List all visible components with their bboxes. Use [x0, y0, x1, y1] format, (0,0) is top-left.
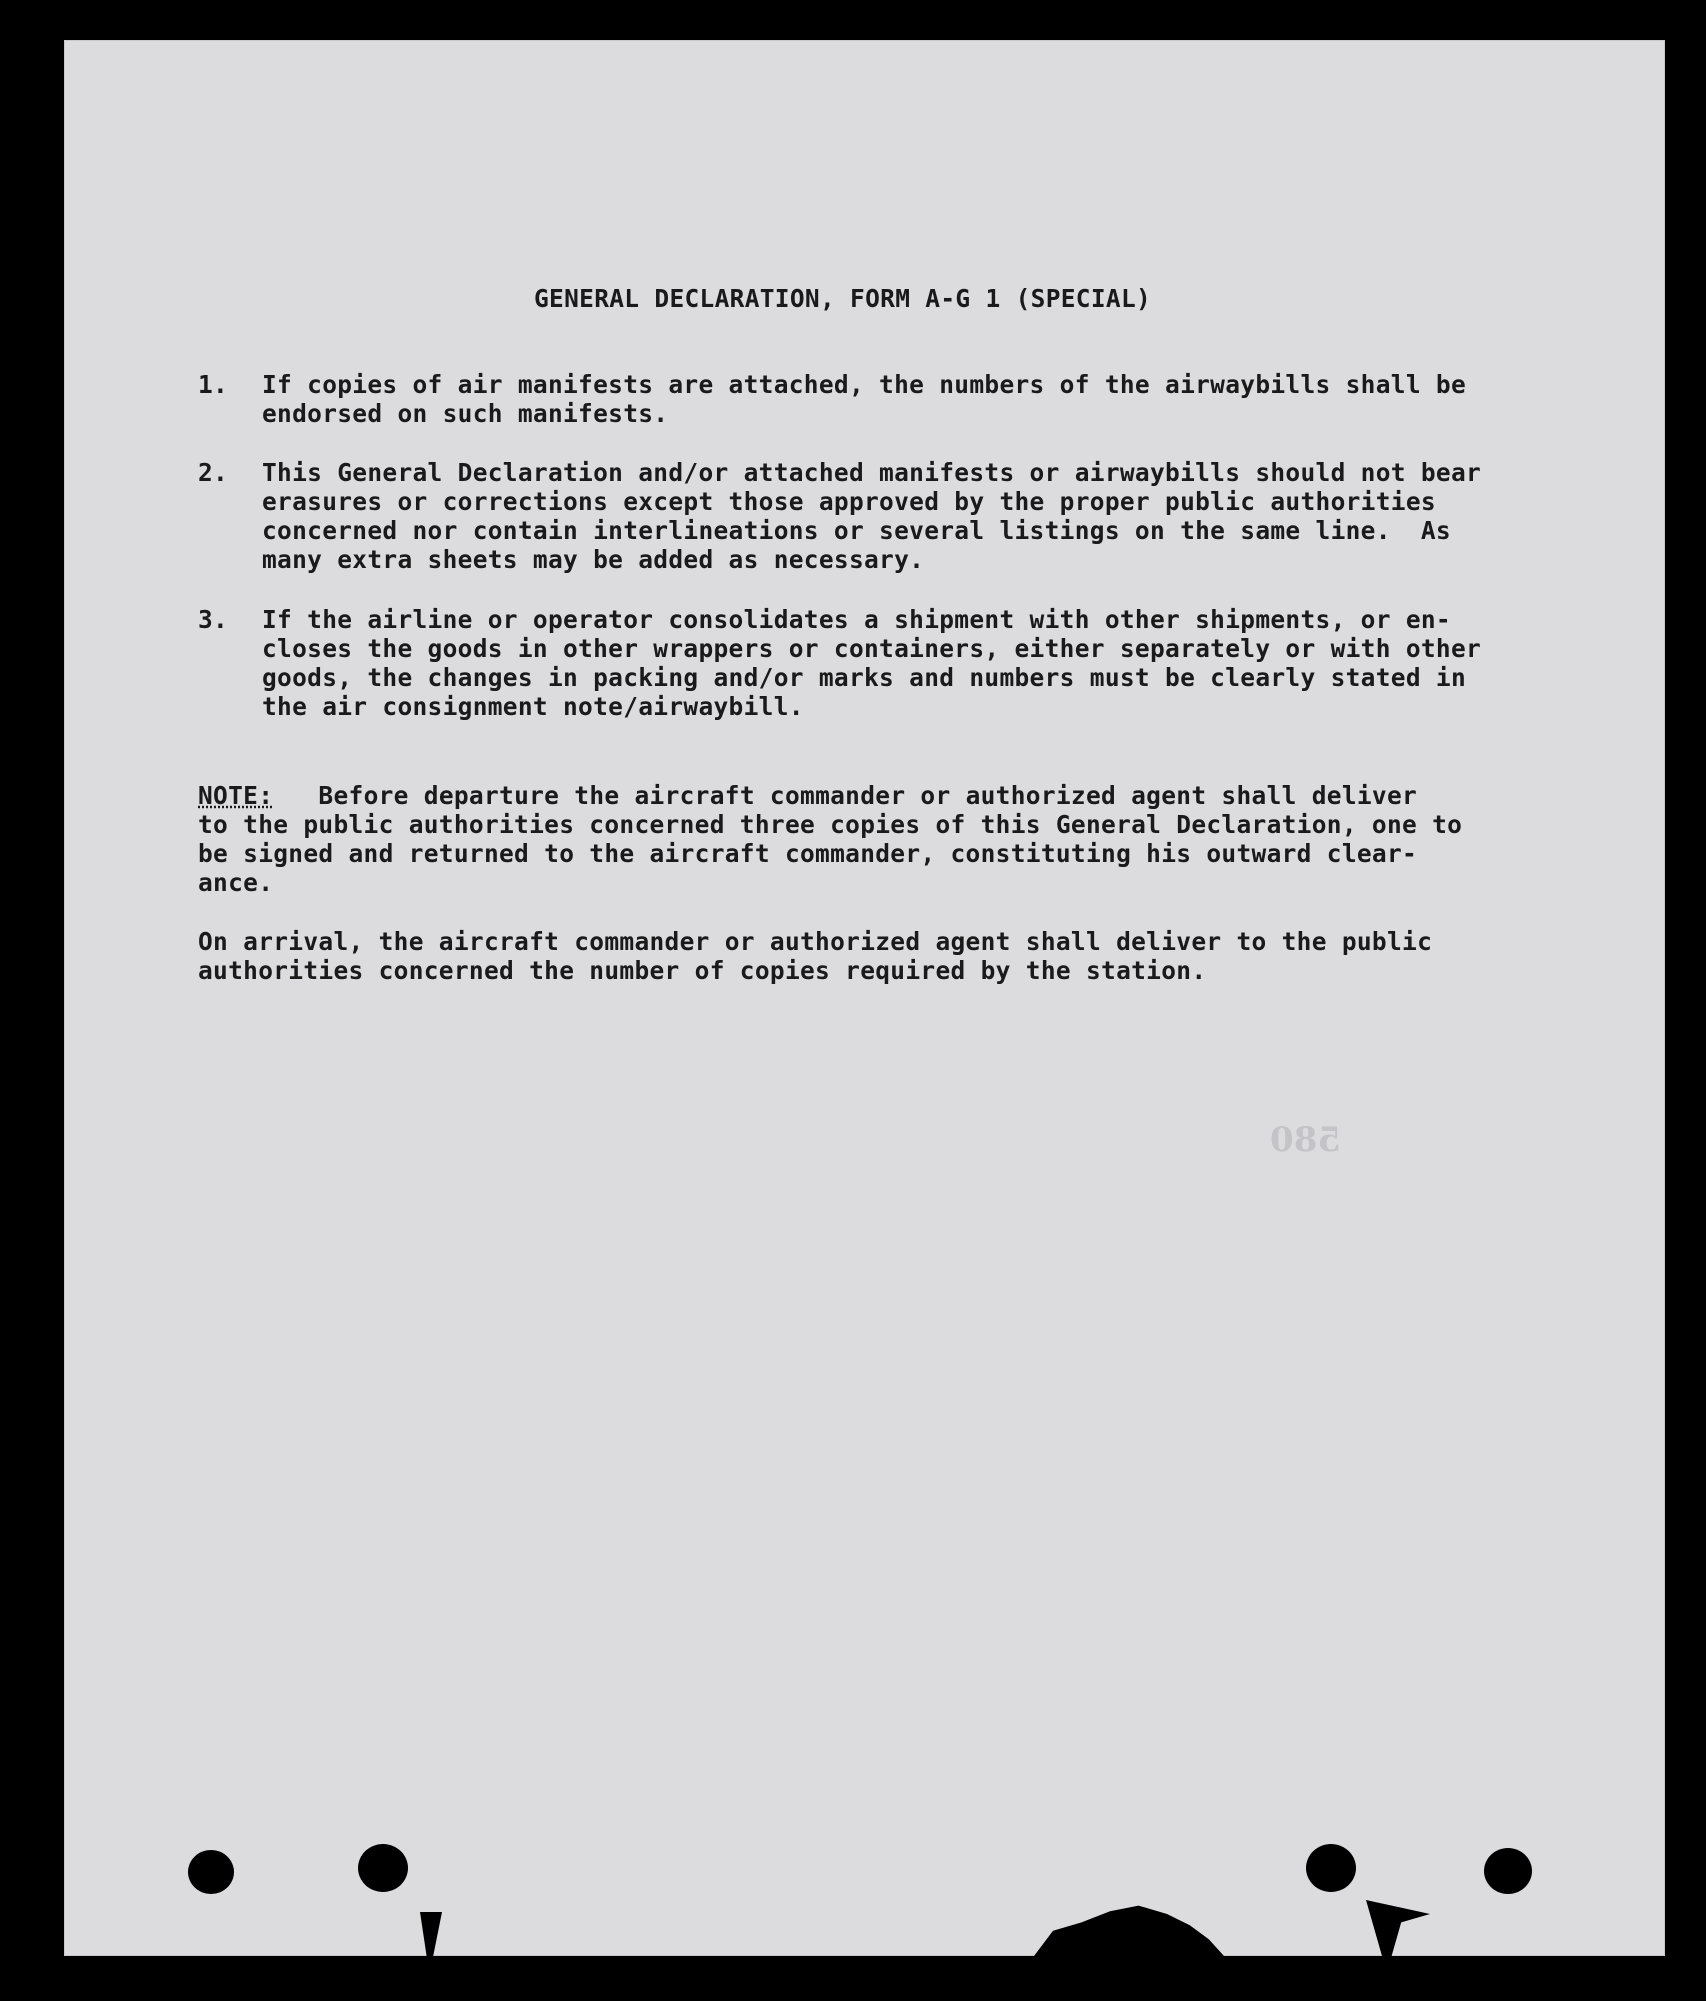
item-number: 3.	[198, 605, 229, 634]
punch-hole	[188, 1850, 234, 1894]
item-line: If the airline or operator consolidates a shipment with other shipments, or en-	[262, 605, 1451, 634]
punch-hole	[1484, 1848, 1532, 1894]
tear-mark	[420, 1912, 442, 1956]
tear-mark	[1034, 1900, 1224, 1956]
item-line: the air consignment note/airwaybill.	[262, 692, 804, 721]
note-first-line	[198, 781, 1417, 811]
item-line: If copies of air manifests are attached, the numbers of the airwaybills shall be	[262, 370, 1467, 399]
item-line: many extra sheets may be added as necessary.	[262, 545, 925, 574]
note-line: be signed and returned to the aircraft commander, constituting his outward clear-	[198, 839, 1418, 868]
tear-mark	[1366, 1900, 1430, 1956]
note-first-line-text: Before departure the aircraft commander or authorized agent shall deliver	[273, 781, 1418, 810]
note-line: ance.	[198, 868, 274, 897]
note-line: to the public authorities concerned three copies of this General Declaration, one to	[198, 810, 1463, 839]
punch-hole	[358, 1844, 408, 1892]
document-title: GENERAL DECLARATION, FORM A-G 1 (SPECIAL)	[534, 284, 1152, 313]
note-label: NOTE:	[198, 781, 274, 810]
item-line: goods, the changes in packing and/or marks and numbers must be clearly stated in	[262, 663, 1467, 692]
item-line: closes the goods in other wrappers or containers, either separately or with other	[262, 634, 1482, 663]
item-number: 2.	[198, 458, 229, 487]
document-page	[64, 40, 1665, 1956]
arrival-line: authorities concerned the number of copies required by the station.	[198, 956, 1207, 985]
item-number: 1.	[198, 370, 229, 399]
item-line: concerned nor contain interlineations or several listings on the same line. As	[262, 516, 1451, 545]
item-line: erasures or corrections except those approved by the proper public authorities	[262, 487, 1436, 516]
punch-hole	[1306, 1844, 1356, 1892]
item-line: endorsed on such manifests.	[262, 399, 669, 428]
bleed-through-number: 580	[1270, 1120, 1341, 1160]
item-line: This General Declaration and/or attached manifests or airwaybills should not bear	[262, 458, 1482, 487]
arrival-line: On arrival, the aircraft commander or authorized agent shall deliver to the public	[198, 927, 1433, 956]
